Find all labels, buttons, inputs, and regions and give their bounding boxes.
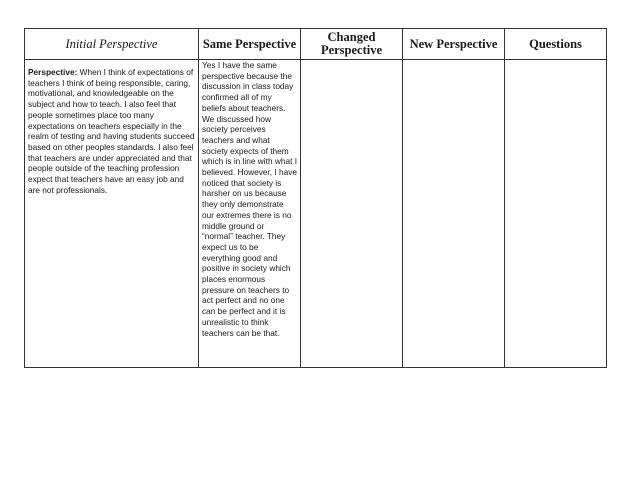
same-perspective-text: Yes I have the same perspective because the discussion in class today confirmed all of my beliefs about teachers. We discussed how society perceives teachers and what society expects of them which is in line with what I believed. However, I have noticed that society is harsher on us because they only demonstrate our extremes there is no middle ground or “normal” teacher. They expect us to be everything good and positive in society which places enormous pressure on teachers to act perfect and no one can be perfect and it is unrealistic to think teachers can be that. — [202, 60, 298, 338]
cell-same-perspective — [199, 60, 301, 368]
questions-text — [505, 60, 606, 67]
new-perspective-text — [403, 60, 504, 67]
header-questions: Questions — [505, 29, 607, 60]
header-new-perspective: New Perspective — [403, 29, 505, 60]
perspective-table — [24, 28, 607, 368]
cell-changed-perspective — [301, 60, 403, 368]
header-initial-perspective: Initial Perspective — [25, 29, 199, 60]
cell-initial-perspective — [25, 60, 199, 368]
header-row — [25, 29, 607, 60]
perspective-label: Perspective: — [28, 67, 78, 77]
header-same-perspective: Same Perspective — [199, 29, 301, 60]
initial-perspective-body: When I think of expectations of teachers I think of being responsible, caring, motivational, and knowledgeable on the subject and how to teach. I also feel that people sometimes place too many expectations on teachers especially in the realm of testing and having students succeed based on other peoples standards. I also feel that teachers are under appreciated and that people outside of the teaching profession expect that teachers have an easy job and are not professionals. — [28, 67, 195, 195]
table-row — [25, 60, 607, 368]
header-changed-perspective: Changed Perspective — [301, 29, 403, 60]
cell-new-perspective — [403, 60, 505, 368]
changed-perspective-text — [301, 60, 402, 67]
initial-perspective-text — [25, 60, 198, 195]
cell-questions — [505, 60, 607, 368]
